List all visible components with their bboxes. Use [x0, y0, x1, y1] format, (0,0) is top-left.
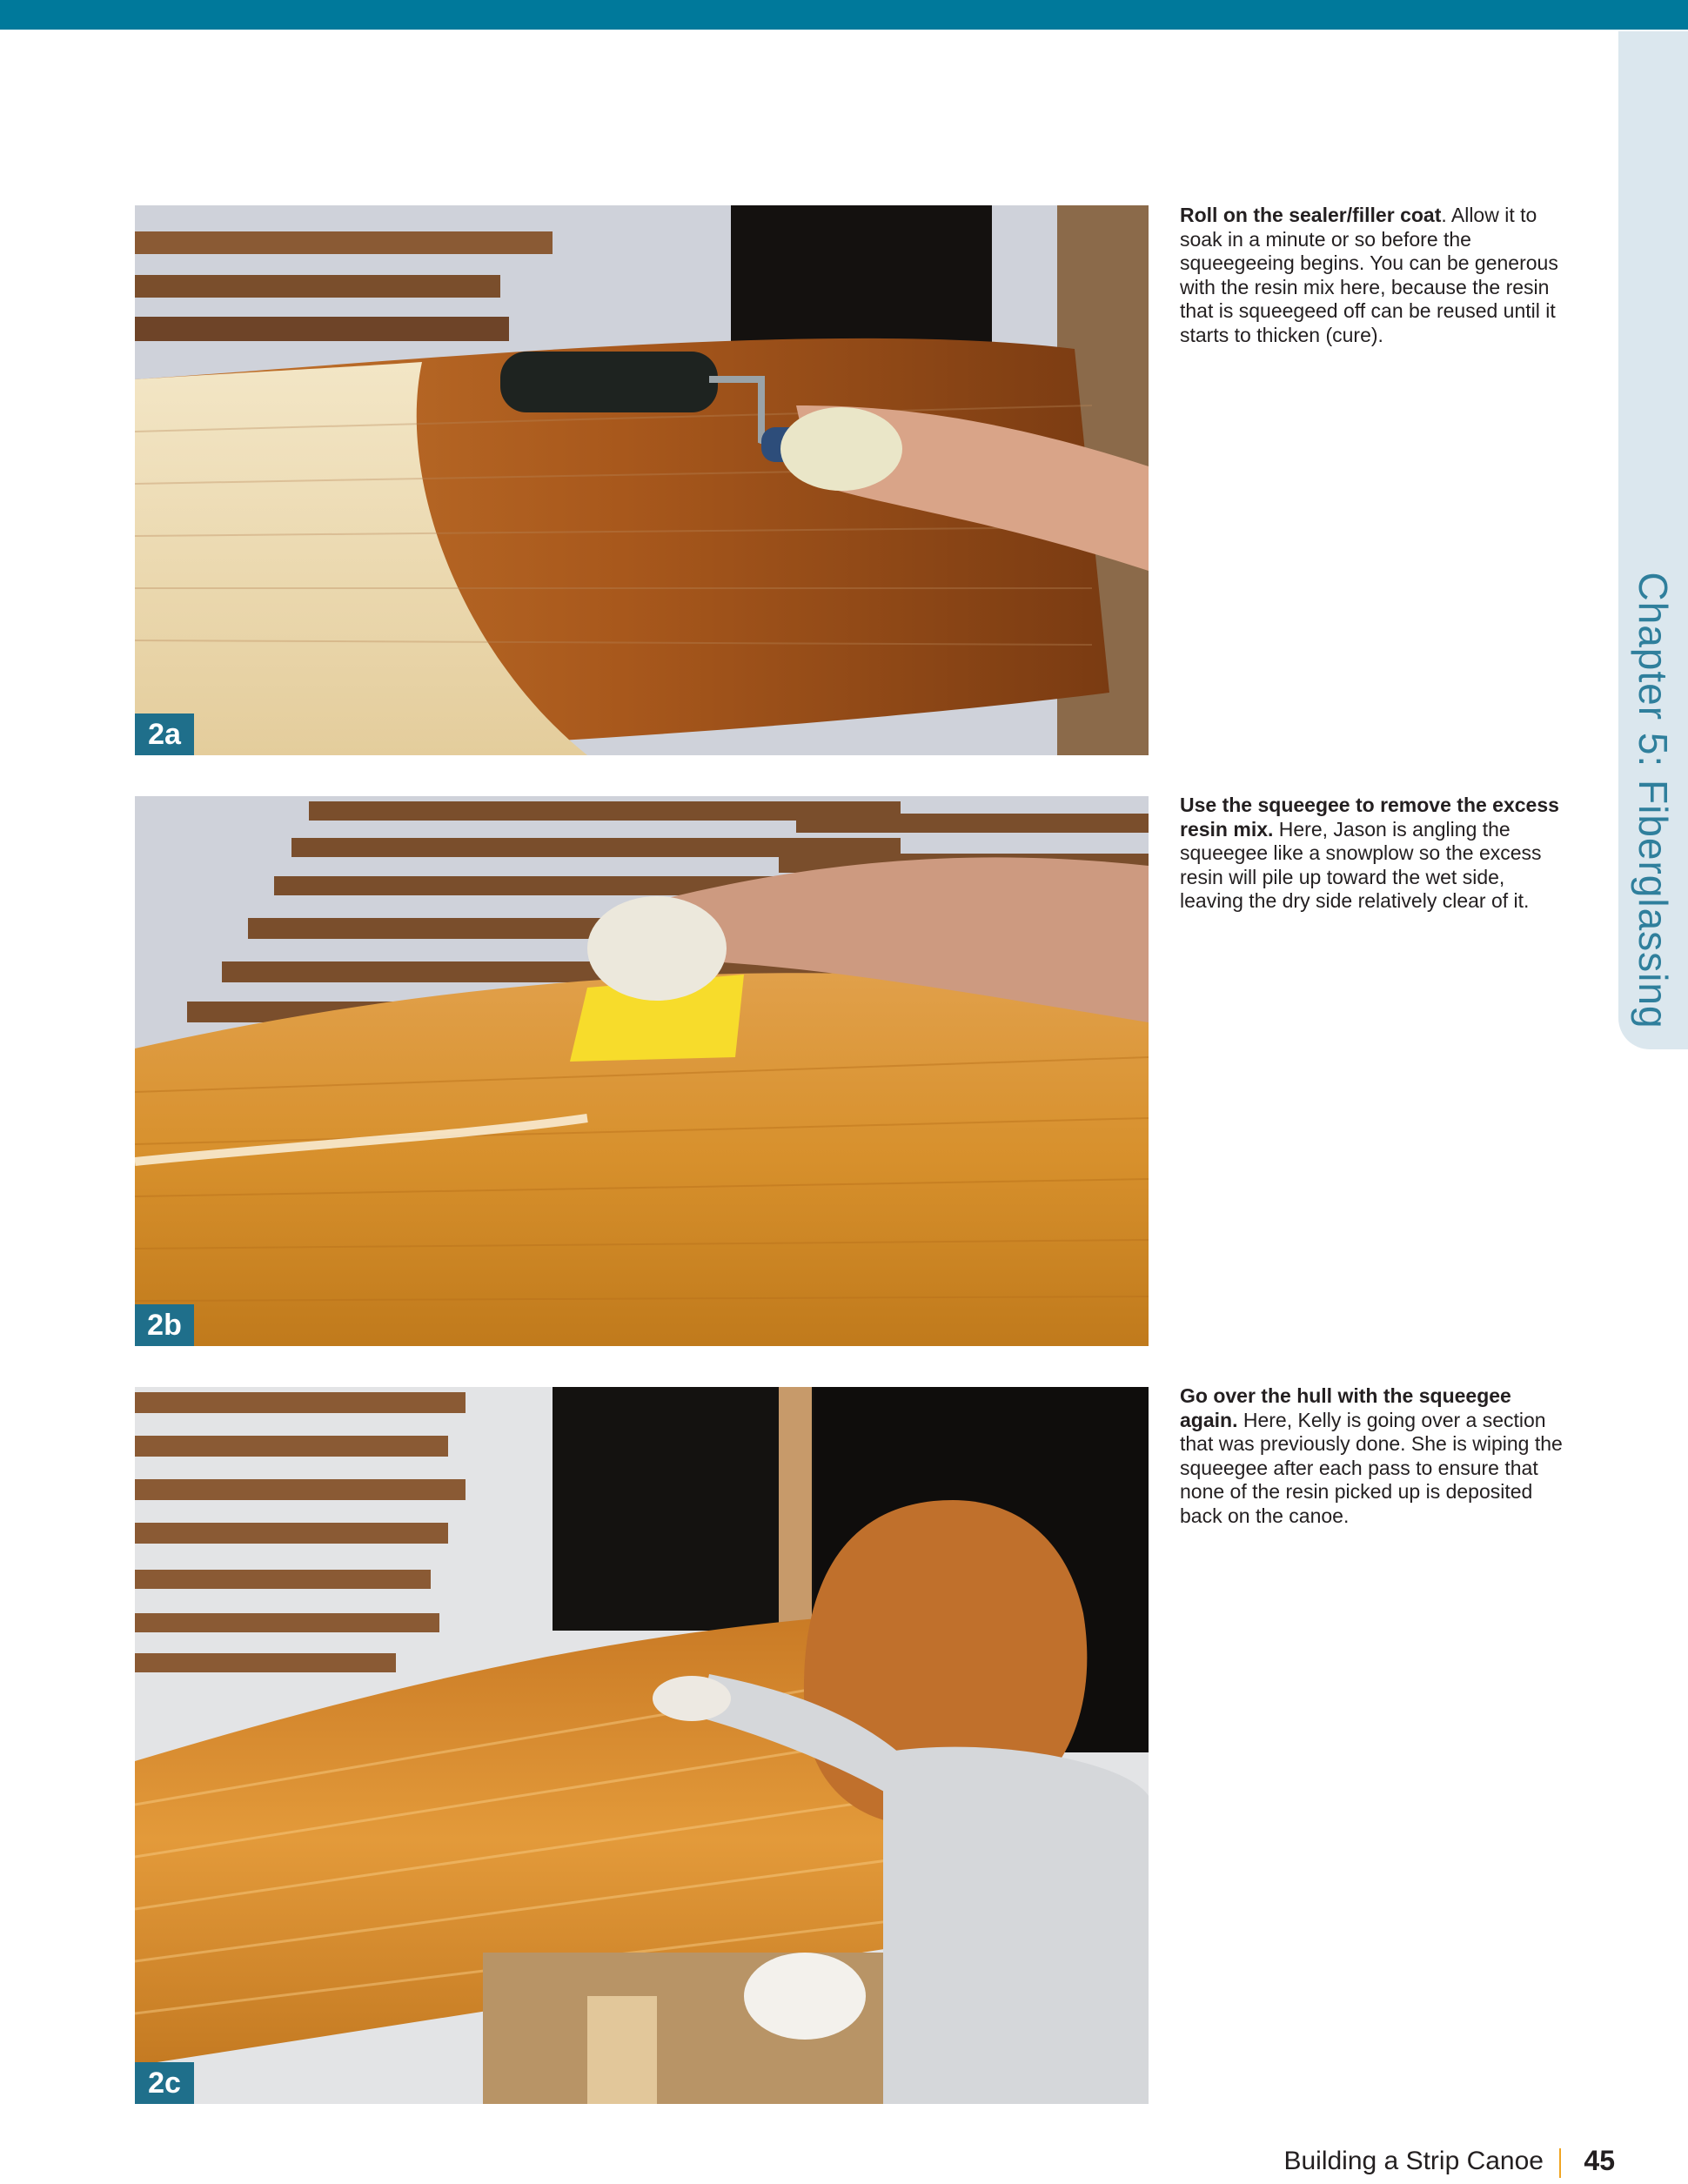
caption-2b: [1180, 794, 1571, 914]
step-label-2b: 2b: [135, 1304, 194, 1346]
page-number: 45: [1584, 2145, 1615, 2176]
caption-2b-heading: Use the squeegee to remove the excess resin mix.: [1180, 794, 1559, 841]
caption-2b-text: Here, Jason is angling the squeegee like a snowplow so the excess resin will pile up toward the wet side, leaving the dry side relatively clear of it.: [1180, 817, 1542, 912]
photo-2b: [135, 796, 1149, 1346]
caption-2a: [1180, 204, 1571, 347]
caption-2c-heading: Go over the hull with the squeegee again.: [1180, 1384, 1511, 1431]
footer-book-title: Building a Strip Canoe: [1283, 2147, 1544, 2175]
caption-2c-text: Here, Kelly is going over a section that was previously done. She is wiping the squeegee after each pass to ensure that none of the resin picked up is deposited back on the canoe.: [1180, 1408, 1563, 1527]
page-footer: [1218, 2145, 1618, 2183]
photo-2a: [135, 205, 1149, 755]
caption-2c: [1180, 1384, 1571, 1528]
top-accent-bar: [0, 0, 1688, 30]
footer-divider: [1559, 2148, 1561, 2178]
step-label-2c: 2c: [135, 2062, 194, 2104]
caption-2a-heading: Roll on the sealer/filler coat: [1180, 204, 1442, 226]
chapter-tab-label: Chapter 5: Fiberglassing: [1631, 572, 1676, 1029]
caption-2a-text: . Allow it to soak in a minute or so before the squeegeeing begins. You can be generous with the resin mix here, because the resin that is squeegeed off can be reused until it starts to thicken (cure).: [1180, 204, 1558, 346]
photo-2c: [135, 1387, 1149, 2104]
step-label-2a: 2a: [135, 713, 194, 755]
